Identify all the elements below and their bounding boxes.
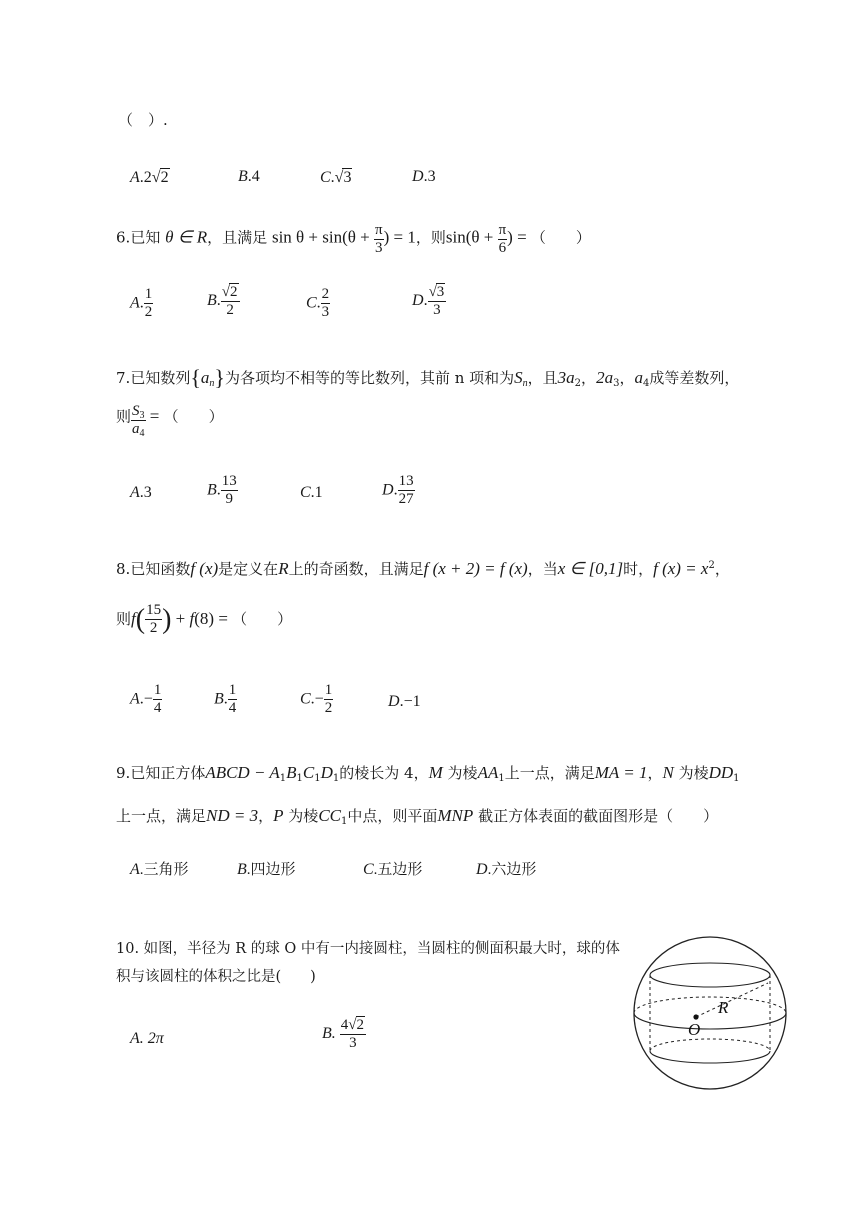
question-9-option-b: B.四边形 bbox=[237, 861, 296, 878]
center-point bbox=[693, 1014, 698, 1019]
equator-back bbox=[634, 997, 786, 1013]
question-9-option-d: D.六边形 bbox=[476, 861, 537, 878]
question-10-stem-line1: 10. 如图，半径为 R 的球 O 中有一内接圆柱，当圆柱的侧面积最大时，球的体 bbox=[116, 941, 620, 957]
cylinder-top-ellipse bbox=[650, 963, 770, 987]
cylinder-bottom-back bbox=[650, 1039, 770, 1051]
question-9-option-a: A.三角形 bbox=[130, 861, 189, 878]
question-7-option-c: C.1 bbox=[300, 484, 323, 501]
question-6-option-b: B. $\frac{√2}{2}$ bbox=[207, 284, 238, 319]
question-7-stem-line1: 7.已知数列$\{a_n\}$为各项均不相等的等比数列，其前 n 项和为$S_n$，且$3a_2$，$2a_3$，$a_4$成等差数列， bbox=[116, 365, 740, 390]
question-6-option-c: C. $\frac{2}{3}$ bbox=[306, 286, 330, 321]
cylinder-bottom-front bbox=[650, 1051, 770, 1063]
question-10-option-a: A. 2π bbox=[130, 1030, 164, 1047]
prev-option-c: C.√3 bbox=[320, 169, 352, 186]
question-8-stem-line1: 8.已知函数f (x)是定义在R上的奇函数，且满足f (x + 2) = f (x)，当x ∈ [0,1]时，f $(x) = x^2$， bbox=[116, 559, 730, 578]
question-8-option-c: C.− $\frac{1}{2}$ bbox=[300, 682, 333, 717]
prev-option-b: B.4 bbox=[238, 168, 260, 185]
question-7-option-b: B. $\frac{13}{9}$ bbox=[207, 473, 237, 508]
question-9-stem-line1: 9.已知正方体ABCD − $A_1B_1C_1D_1$的棱长为 4，M 为棱$AA_1$上一点，满足MA = 1，N 为棱$DD_1$ bbox=[116, 763, 740, 784]
prev-option-d: D.3 bbox=[412, 168, 436, 185]
question-8-stem-line2: 则f( $\frac{15}{2}$ ) + f(8) = （ ） bbox=[116, 602, 293, 637]
question-8-option-d: D.−1 bbox=[388, 693, 421, 710]
equator-front bbox=[634, 1013, 786, 1029]
question-6-option-d: D. $\frac{√3}{3}$ bbox=[412, 284, 445, 319]
question-8-option-a: A.− $\frac{1}{4}$ bbox=[130, 682, 162, 717]
question-9-option-c: C.五边形 bbox=[363, 861, 423, 878]
center-label: O bbox=[688, 1020, 701, 1039]
question-8-option-b: B. $\frac{1}{4}$ bbox=[214, 682, 237, 717]
question-6-stem: 6.已知 θ ∈ R，且满足 sin θ + sin(θ + $\frac{\pi}{3}$ ) = 1，则sin(θ + $\frac{\pi}{6}$ ) = （ ） bbox=[116, 222, 591, 257]
sphere-outline bbox=[634, 937, 786, 1089]
question-7-stem-line2: 则 $\frac{S_3}{a_4}$ = （ ） bbox=[116, 403, 224, 440]
question-6-option-a: A. $\frac{1}{2}$ bbox=[130, 286, 153, 321]
prev-option-a: A.2√2 bbox=[130, 169, 169, 186]
radius-label: R bbox=[718, 998, 729, 1017]
question-7-option-d: D. $\frac{13}{27}$ bbox=[382, 473, 414, 508]
question-9-stem-line2: 上一点，满足ND = 3，P 为棱$CC_1$中点，则平面MNP 截正方体表面的截面图形是（ ） bbox=[116, 806, 719, 827]
question-10-stem-line2: 积与该圆柱的体积之比是( ) bbox=[116, 969, 316, 985]
prev-question-paren: （ ）. bbox=[118, 111, 168, 129]
question-7-option-a: A.3 bbox=[130, 484, 152, 501]
sphere-cylinder-figure bbox=[630, 933, 790, 1093]
question-10-option-b: B. $\frac{4√2}{3}$ bbox=[322, 1017, 365, 1052]
